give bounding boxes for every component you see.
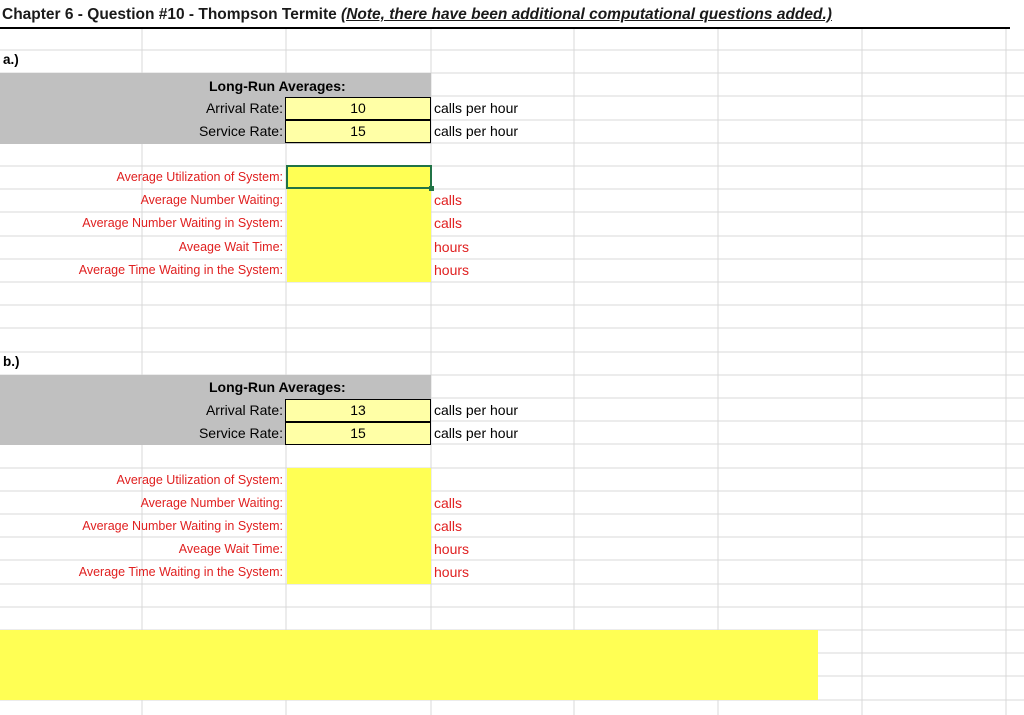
section-b-service-label[interactable]: Service Rate: <box>198 425 283 441</box>
section-a-time-in-system-label[interactable]: Average Time Waiting in the System: <box>78 263 283 277</box>
section-b-num-in-system-unit[interactable]: calls <box>434 518 463 534</box>
section-b-arrival-label[interactable]: Arrival Rate: <box>205 402 283 418</box>
section-a-service-input[interactable]: 15 <box>285 120 431 143</box>
section-b-answer-block <box>287 468 431 584</box>
section-a-service-unit[interactable]: calls per hour <box>434 123 519 139</box>
section-b-label[interactable]: b.) <box>3 354 20 369</box>
selected-cell[interactable] <box>286 165 432 189</box>
section-b-arrival-unit[interactable]: calls per hour <box>434 402 519 418</box>
section-a-header[interactable]: Long-Run Averages: <box>209 78 346 94</box>
section-b-service-input[interactable]: 15 <box>285 422 431 445</box>
section-a-utilization-label[interactable]: Average Utilization of System: <box>116 170 283 184</box>
section-b-header[interactable]: Long-Run Averages: <box>209 379 346 395</box>
section-a-arrival-label[interactable]: Arrival Rate: <box>205 100 283 116</box>
section-b-service-unit[interactable]: calls per hour <box>434 425 519 441</box>
section-a-num-waiting-label[interactable]: Average Number Waiting: <box>140 193 283 207</box>
section-b-wait-time-unit[interactable]: hours <box>434 541 470 557</box>
title-note: (Note, there have been additional computational questions added.) <box>341 6 832 23</box>
section-b-wait-time-label[interactable]: Aveage Wait Time: <box>178 542 283 556</box>
section-a-time-in-system-unit[interactable]: hours <box>434 262 470 278</box>
section-b-arrival-input[interactable]: 13 <box>285 399 431 422</box>
section-b-utilization-label[interactable]: Average Utilization of System: <box>116 473 283 487</box>
section-a-num-in-system-label[interactable]: Average Number Waiting in System: <box>82 216 283 230</box>
section-b-num-waiting-unit[interactable]: calls <box>434 495 463 511</box>
section-a-label[interactable]: a.) <box>3 52 19 67</box>
section-a-arrival-unit[interactable]: calls per hour <box>434 100 519 116</box>
section-a-arrival-input[interactable]: 10 <box>285 97 431 120</box>
section-b-time-in-system-unit[interactable]: hours <box>434 564 470 580</box>
answer-text-area[interactable] <box>0 630 818 700</box>
title-underline <box>0 27 1010 29</box>
sheet-title[interactable] <box>2 4 832 26</box>
section-a-wait-time-label[interactable]: Aveage Wait Time: <box>178 240 283 254</box>
section-b-num-waiting-label[interactable]: Average Number Waiting: <box>140 496 283 510</box>
title-prefix: Chapter 6 - Question #10 - Thompson Termite <box>2 6 337 23</box>
section-b-time-in-system-label[interactable]: Average Time Waiting in the System: <box>78 565 283 579</box>
section-a-num-in-system-unit[interactable]: calls <box>434 215 463 231</box>
section-a-service-label[interactable]: Service Rate: <box>198 123 283 139</box>
section-a-wait-time-unit[interactable]: hours <box>434 239 470 255</box>
section-a-num-waiting-unit[interactable]: calls <box>434 192 463 208</box>
section-b-num-in-system-label[interactable]: Average Number Waiting in System: <box>82 519 283 533</box>
